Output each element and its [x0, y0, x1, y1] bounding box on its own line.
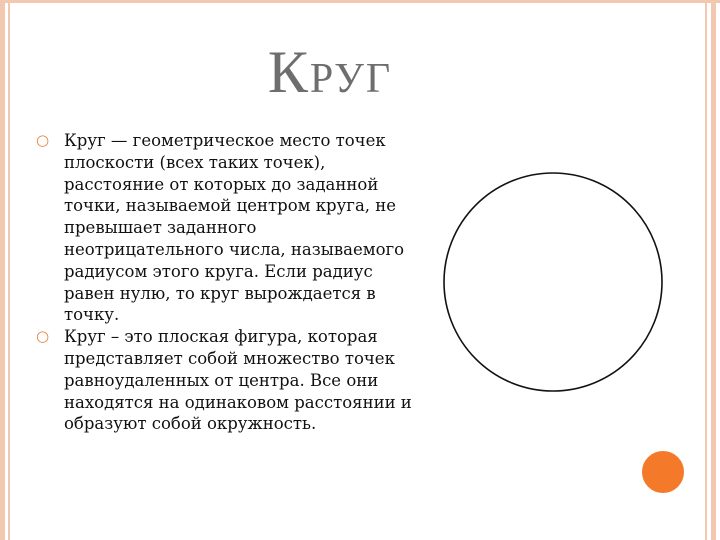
bullet-list [34, 130, 414, 435]
frame-line-left [0, 0, 5, 540]
frame-line-right [705, 0, 707, 540]
slide-title [120, 38, 540, 107]
hollow-circle-bullet-icon: ○ [36, 327, 50, 346]
bullet-text: Круг – это плоская фигура, которая представляет собой множество точек равноудаленных от центра. Все они находятся на одинаковом расстоянии и образуют собой окружность. [64, 327, 412, 434]
bullet-item [34, 130, 414, 326]
circle-figure [440, 165, 670, 405]
hollow-circle-bullet-icon: ○ [36, 131, 50, 149]
slide-title-first-letter: К [267, 39, 310, 105]
frame-line-left-inner [8, 0, 10, 540]
bullet-item [34, 326, 414, 435]
slide-title-rest: РУГ [309, 56, 393, 102]
bullet-text: Круг — геометрическое место точек плоскости (всех таких точек), расстояние от которых до заданной точки, называемой центром круга, не превышает заданного неотрицательного числа, называемого радиусом этого круга. Если радиус равен нулю, то круг вырождается в точку. [64, 131, 405, 325]
frame-line-right-outer [711, 0, 716, 540]
orange-circle-icon [638, 447, 688, 497]
frame-line-top [0, 0, 720, 3]
